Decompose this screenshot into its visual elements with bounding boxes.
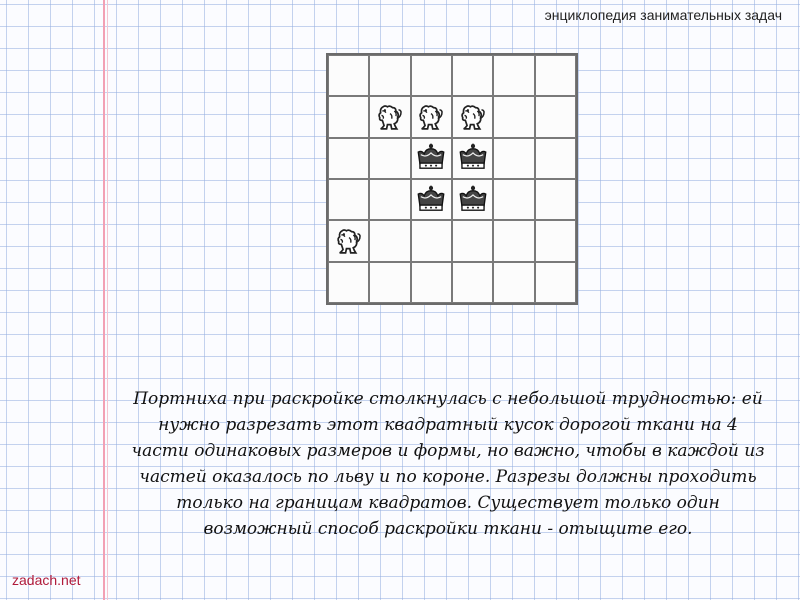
notebook-margin-line xyxy=(103,0,105,600)
grid-cell xyxy=(535,262,576,303)
header-title: энциклопедия занимательных задач xyxy=(544,7,782,23)
grid-cell xyxy=(369,220,410,261)
grid-cell xyxy=(328,179,369,220)
grid-cell xyxy=(493,220,534,261)
grid-cell xyxy=(369,179,410,220)
grid-cell-crown xyxy=(452,138,493,179)
grid-cell-lion xyxy=(411,96,452,137)
puzzle-text: Портниха при раскройке столкнулась с небольшой трудностью: ей нужно разрезать этот квадратный кусок дорогой ткани на 4 части одинаковых размеров и формы, но важно, чтобы в каждой из частей оказалось по льву и по короне. Разрезы должны проходить только на границам квадратов. Существует только один возможный способ раскройки ткани - отыщите его. xyxy=(131,389,765,539)
crown-icon xyxy=(456,183,490,217)
grid-cell xyxy=(369,262,410,303)
grid-cell xyxy=(535,138,576,179)
lion-icon xyxy=(414,100,448,134)
grid-cell xyxy=(411,220,452,261)
crown-icon xyxy=(414,183,448,217)
grid-cell xyxy=(535,96,576,137)
grid-cell xyxy=(452,220,493,261)
grid-cell xyxy=(535,220,576,261)
grid-cell xyxy=(493,179,534,220)
grid-cell xyxy=(369,55,410,96)
lion-icon xyxy=(332,224,366,258)
crown-icon xyxy=(456,141,490,175)
crown-icon xyxy=(414,141,448,175)
grid-cell xyxy=(493,262,534,303)
grid-cell xyxy=(369,138,410,179)
notebook-margin-line-inner xyxy=(107,0,108,600)
grid-cell xyxy=(535,55,576,96)
grid-cell xyxy=(328,262,369,303)
grid-cell xyxy=(328,96,369,137)
lion-icon xyxy=(456,100,490,134)
site-link[interactable]: zadach.net xyxy=(12,572,81,588)
grid-cell xyxy=(452,262,493,303)
puzzle-grid xyxy=(326,53,578,305)
grid-cell xyxy=(452,55,493,96)
lion-icon xyxy=(373,100,407,134)
grid-cell-crown xyxy=(411,179,452,220)
grid-cell xyxy=(493,55,534,96)
grid-cell xyxy=(535,179,576,220)
grid-cell-crown xyxy=(452,179,493,220)
grid-cell xyxy=(411,55,452,96)
grid-cell-lion xyxy=(369,96,410,137)
grid-cell xyxy=(411,262,452,303)
grid-cell-lion xyxy=(452,96,493,137)
grid-cell xyxy=(493,96,534,137)
grid-cell-crown xyxy=(411,138,452,179)
grid-cell xyxy=(328,55,369,96)
grid-cell xyxy=(328,138,369,179)
grid-cell xyxy=(493,138,534,179)
grid-cell-lion xyxy=(328,220,369,261)
